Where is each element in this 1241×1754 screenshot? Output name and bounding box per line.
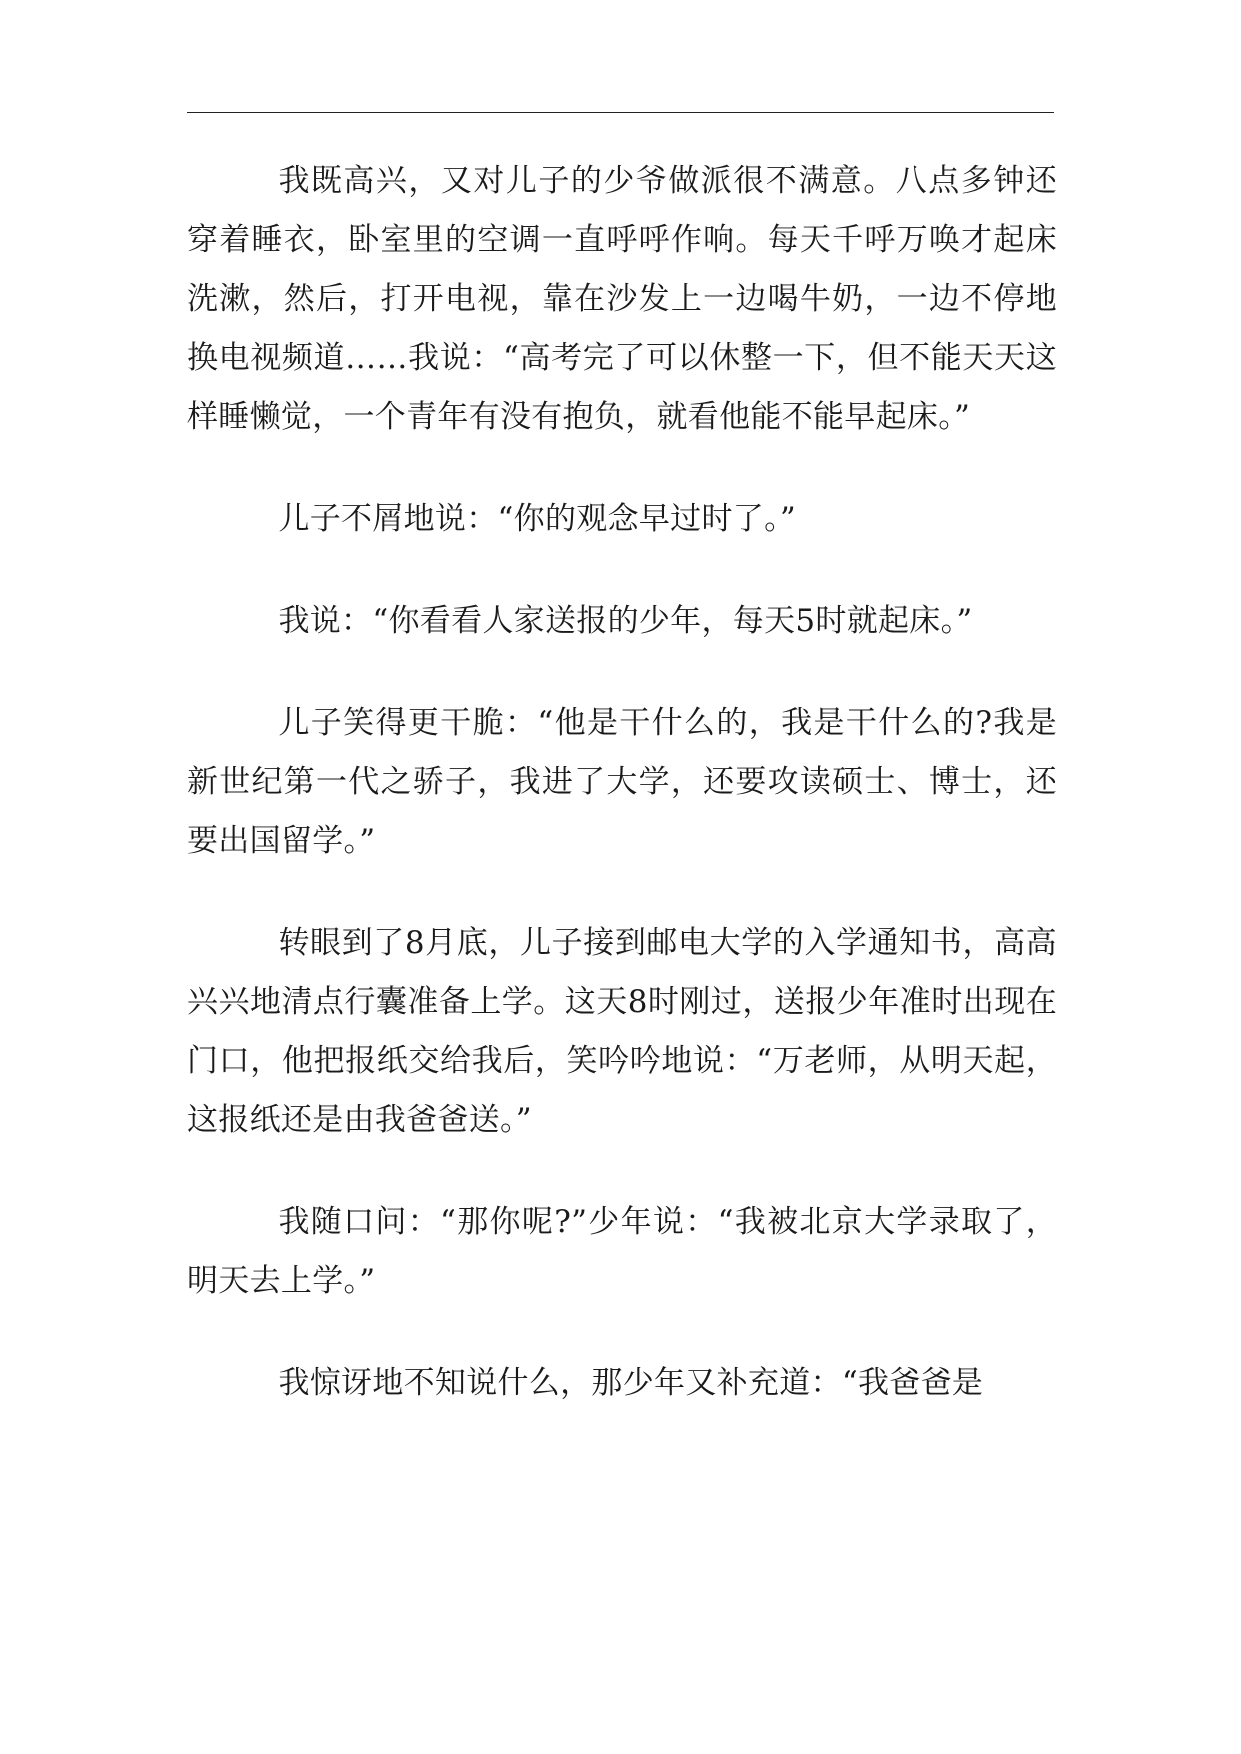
paragraph: 儿子笑得更干脆：“他是干什么的，我是干什么的?我是新世纪第一代之骄子，我进了大学，还要攻读硕士、博士，还要出国留学。”	[187, 705, 1057, 859]
paragraph: 儿子不屑地说：“你的观念早过时了。”	[278, 501, 797, 537]
paragraph: 我随口问：“那你呢?”少年说：“我被北京大学录取了，明天去上学。”	[187, 1204, 1057, 1299]
paragraph: 我说：“你看看人家送报的少年，每天5时就起床。”	[278, 603, 973, 639]
paragraph: 我惊讶地不知说什么，那少年又补充道：“我爸爸是	[278, 1365, 984, 1401]
paragraph: 我既高兴，又对儿子的少爷做派很不满意。八点多钟还穿着睡衣，卧室里的空调一直呼呼作响。每天千呼万唤才起床洗漱，然后，打开电视，靠在沙发上一边喝牛奶，一边不停地换电视频道……我说：“高考完了可以休整一下，但不能天天这样睡懒觉，一个青年有没有抱负，就看他能不能早起床。”	[187, 163, 1057, 435]
header-rule	[187, 112, 1054, 113]
document-body	[187, 152, 1057, 1456]
paragraph: 转眼到了8月底，儿子接到邮电大学的入学通知书，高高兴兴地清点行囊准备上学。这天8时刚过，送报少年准时出现在门口，他把报纸交给我后，笑吟吟地说：“万老师，从明天起，这报纸还是由我爸爸送。”	[187, 925, 1057, 1138]
